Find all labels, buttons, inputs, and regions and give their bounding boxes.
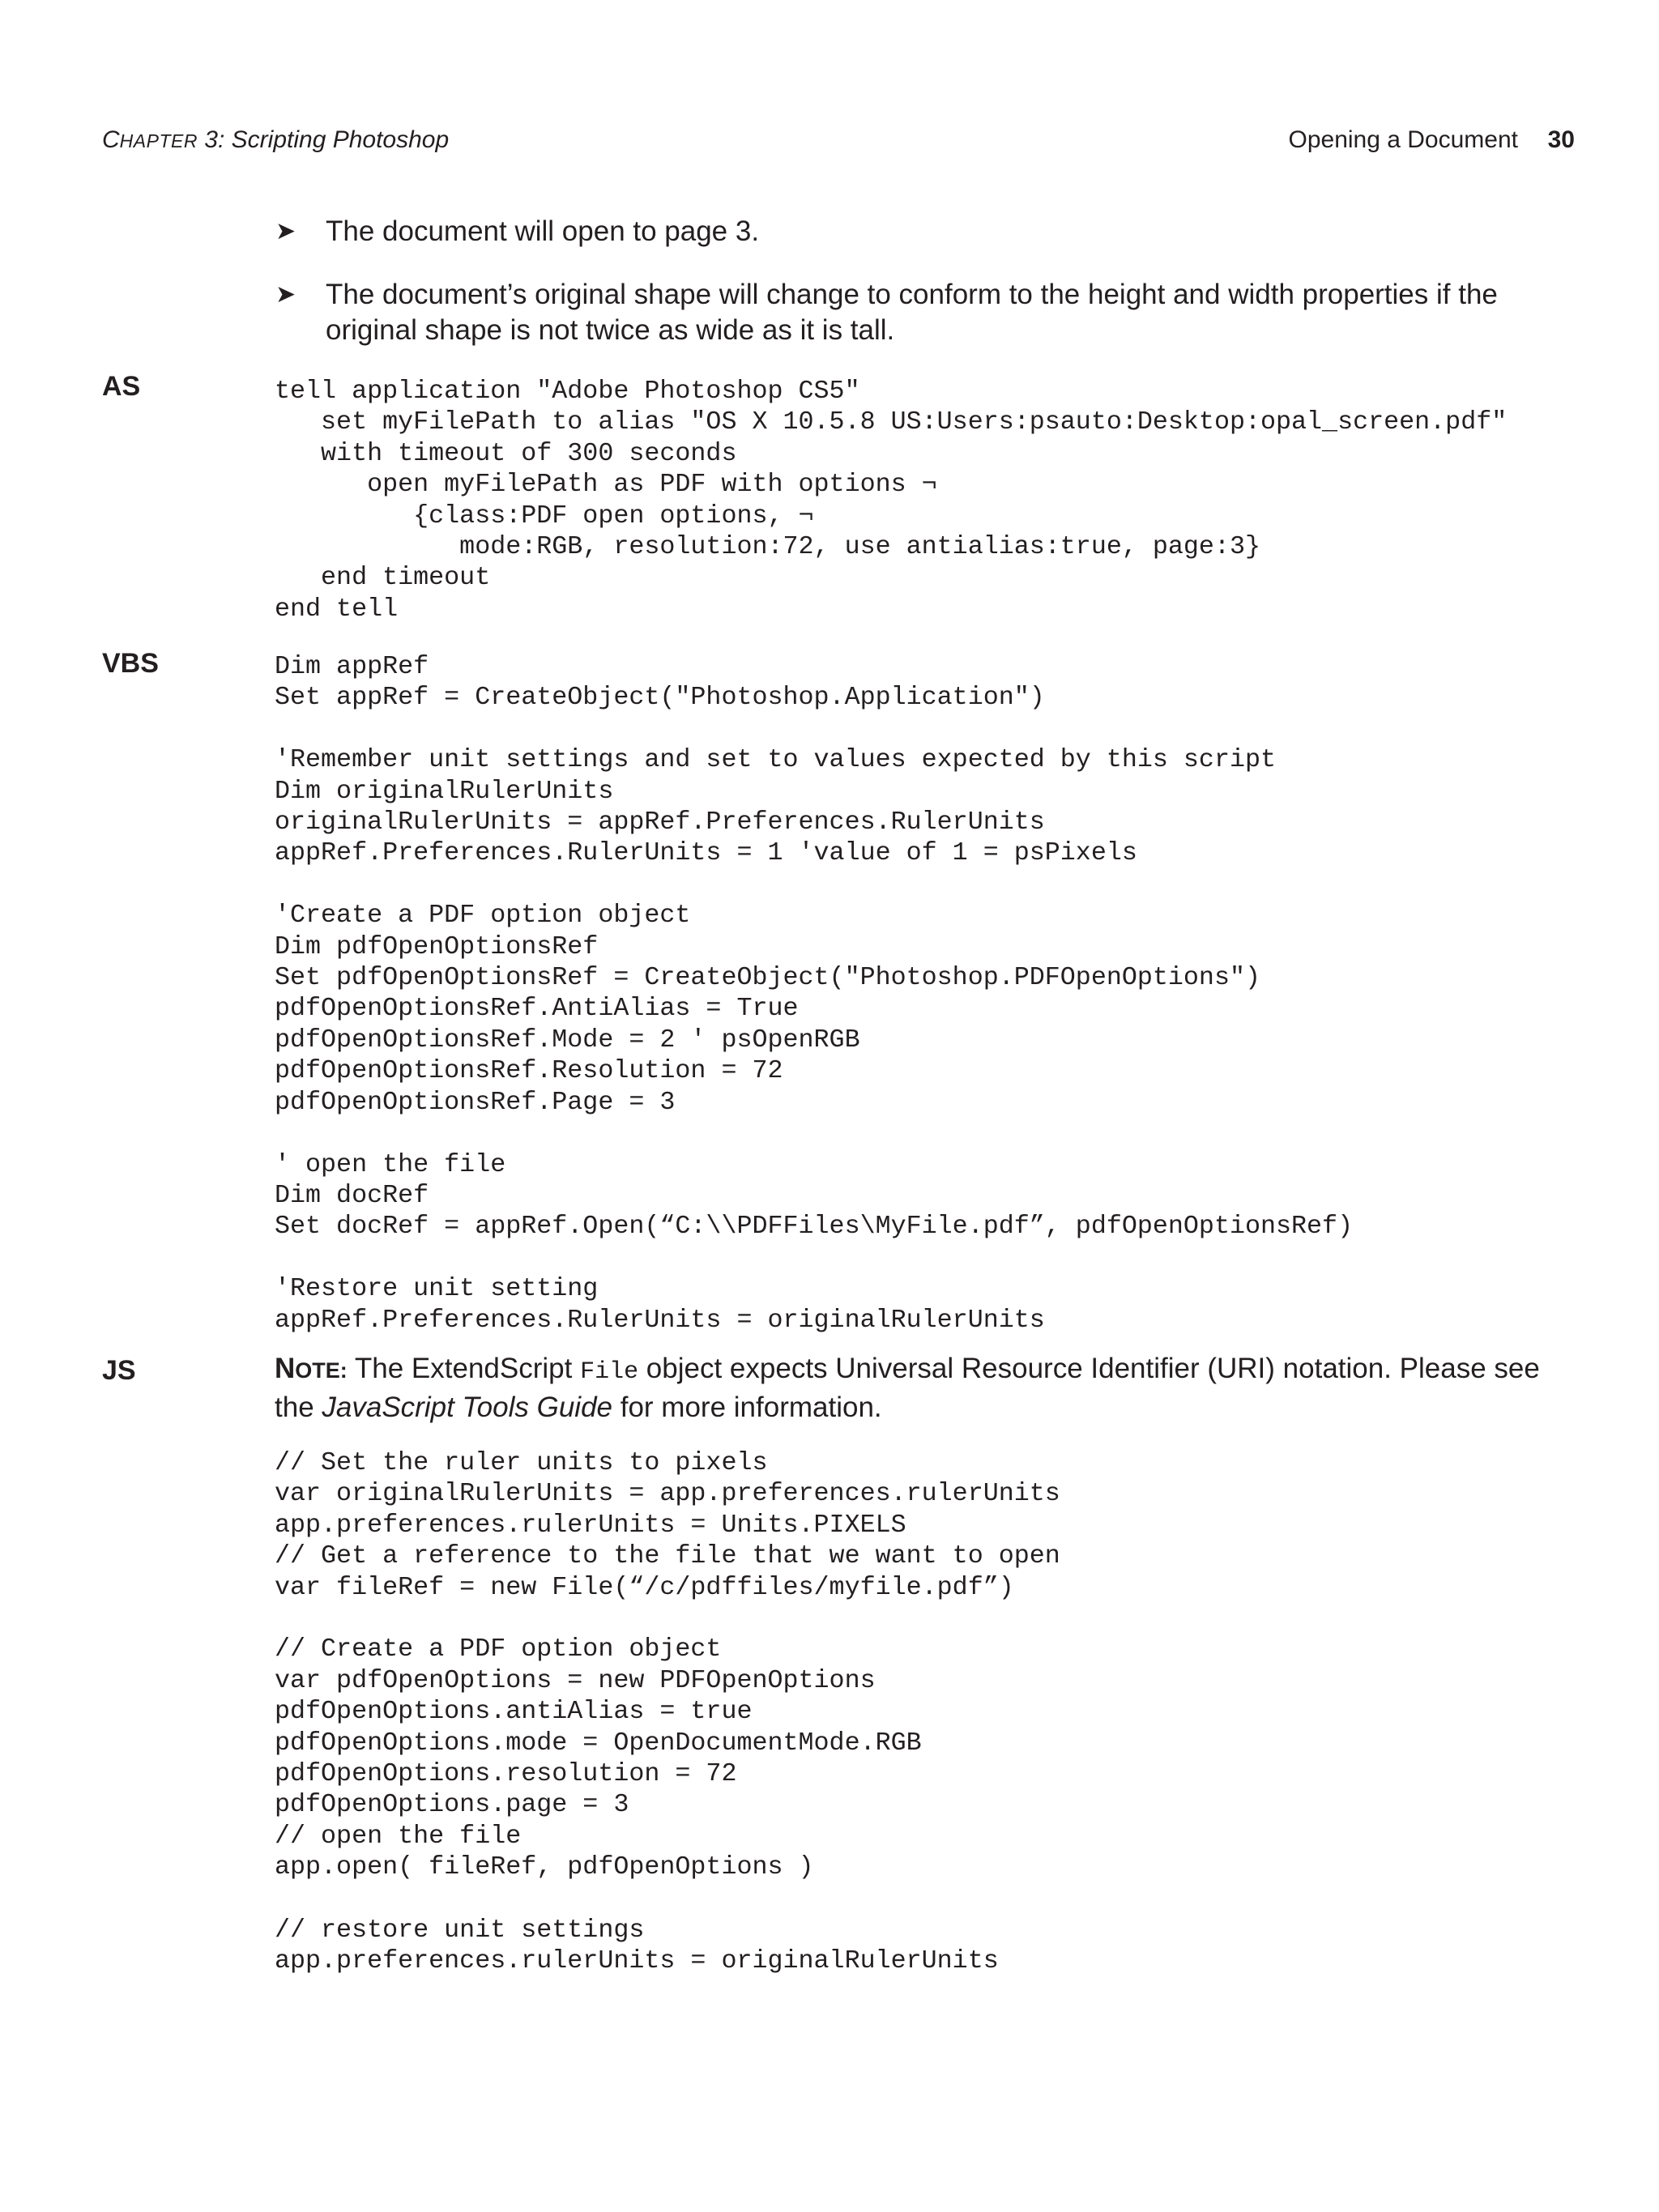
code-block-applescript: tell application "Adobe Photoshop CS5" set myFilePath to alias "OS X 10.5.8 US:Users:psauto:Desktop:opal_screen.pdf" with timeout of 300 seconds open myFilePath as PDF with options ¬ {class:PDF open options, ¬ mode:RGB, resolution:72, use antialias:true, page:3} end timeout end tell — [275, 377, 1508, 624]
code-block-vbscript: Dim appRef Set appRef = CreateObject("Photoshop.Application") 'Remember unit settings and set to values expected by this script Dim originalRulerUnits originalRulerUnits = appRef.Preferences.RulerUnits appRef.Preferences.RulerUnits = 1 'value of 1 = psPixels 'Create a PDF option object Dim pdfOpenOptionsRef Set pdfOpenOptionsRef = CreateObject("Photoshop.PDFOpenOptions") pdfOpenOptionsRef.AntiAlias = True pdfOpenOptionsRef.Mode = 2 ' psOpenRGB pdfOpenOptionsRef.Resolution = 72 pdfOpenOptionsRef.Page = 3 ' open the file Dim docRef Set docRef = appRef.Open(“C:\\PDFFiles\MyFile.pdf”, pdfOpenOptionsRef) 'Restore unit setting appRef.Preferences.RulerUnits = originalRulerUnits — [275, 652, 1354, 1335]
inline-code: File — [580, 1358, 639, 1386]
bullet-text: The document’s original shape will change to conform to the height and width properties if the original shape is not twice as wide as it is tall. — [326, 279, 1498, 346]
guide-title: JavaScript Tools Guide — [322, 1392, 613, 1423]
arrow-bullet-icon: ➤ — [275, 218, 296, 245]
arrow-bullet-icon: ➤ — [275, 281, 296, 308]
page-number: 30 — [1547, 126, 1575, 153]
label-as: AS — [102, 371, 141, 402]
label-js: JS — [102, 1355, 136, 1386]
label-vbs: VBS — [102, 648, 159, 679]
section-title: Opening a Document — [1288, 126, 1518, 153]
note-paragraph: NOTE: The ExtendScript File object expects Universal Resource Identifier (URI) notation. Please see the JavaScript Tools Guide for more information. — [275, 1353, 1540, 1423]
code-block-javascript-restore: // restore unit settings app.preferences.rulerUnits = originalRulerUnits — [275, 1916, 999, 1976]
chapter-title: CHAPTER 3: Scripting Photoshop — [102, 126, 450, 153]
code-block-javascript: // Set the ruler units to pixels var originalRulerUnits = app.preferences.rulerUnits app.preferences.rulerUnits = Units.PIXELS // Get a reference to the file that we want to open var fileRef = new File(“/c/pdffiles/myfile.pdf”) // Create a PDF option object var pdfOpenOptions = new PDFOpenOptions pdfOpenOptions.antiAlias = true pdfOpenOptions.mode = OpenDocumentMode.RGB pdfOpenOptions.resolution = 72 pdfOpenOptions.page = 3 // open the file app.open( fileRef, pdfOpenOptions ) — [275, 1448, 1060, 1882]
page-header — [102, 126, 1575, 162]
bullet-text: The document will open to page 3. — [326, 215, 760, 247]
